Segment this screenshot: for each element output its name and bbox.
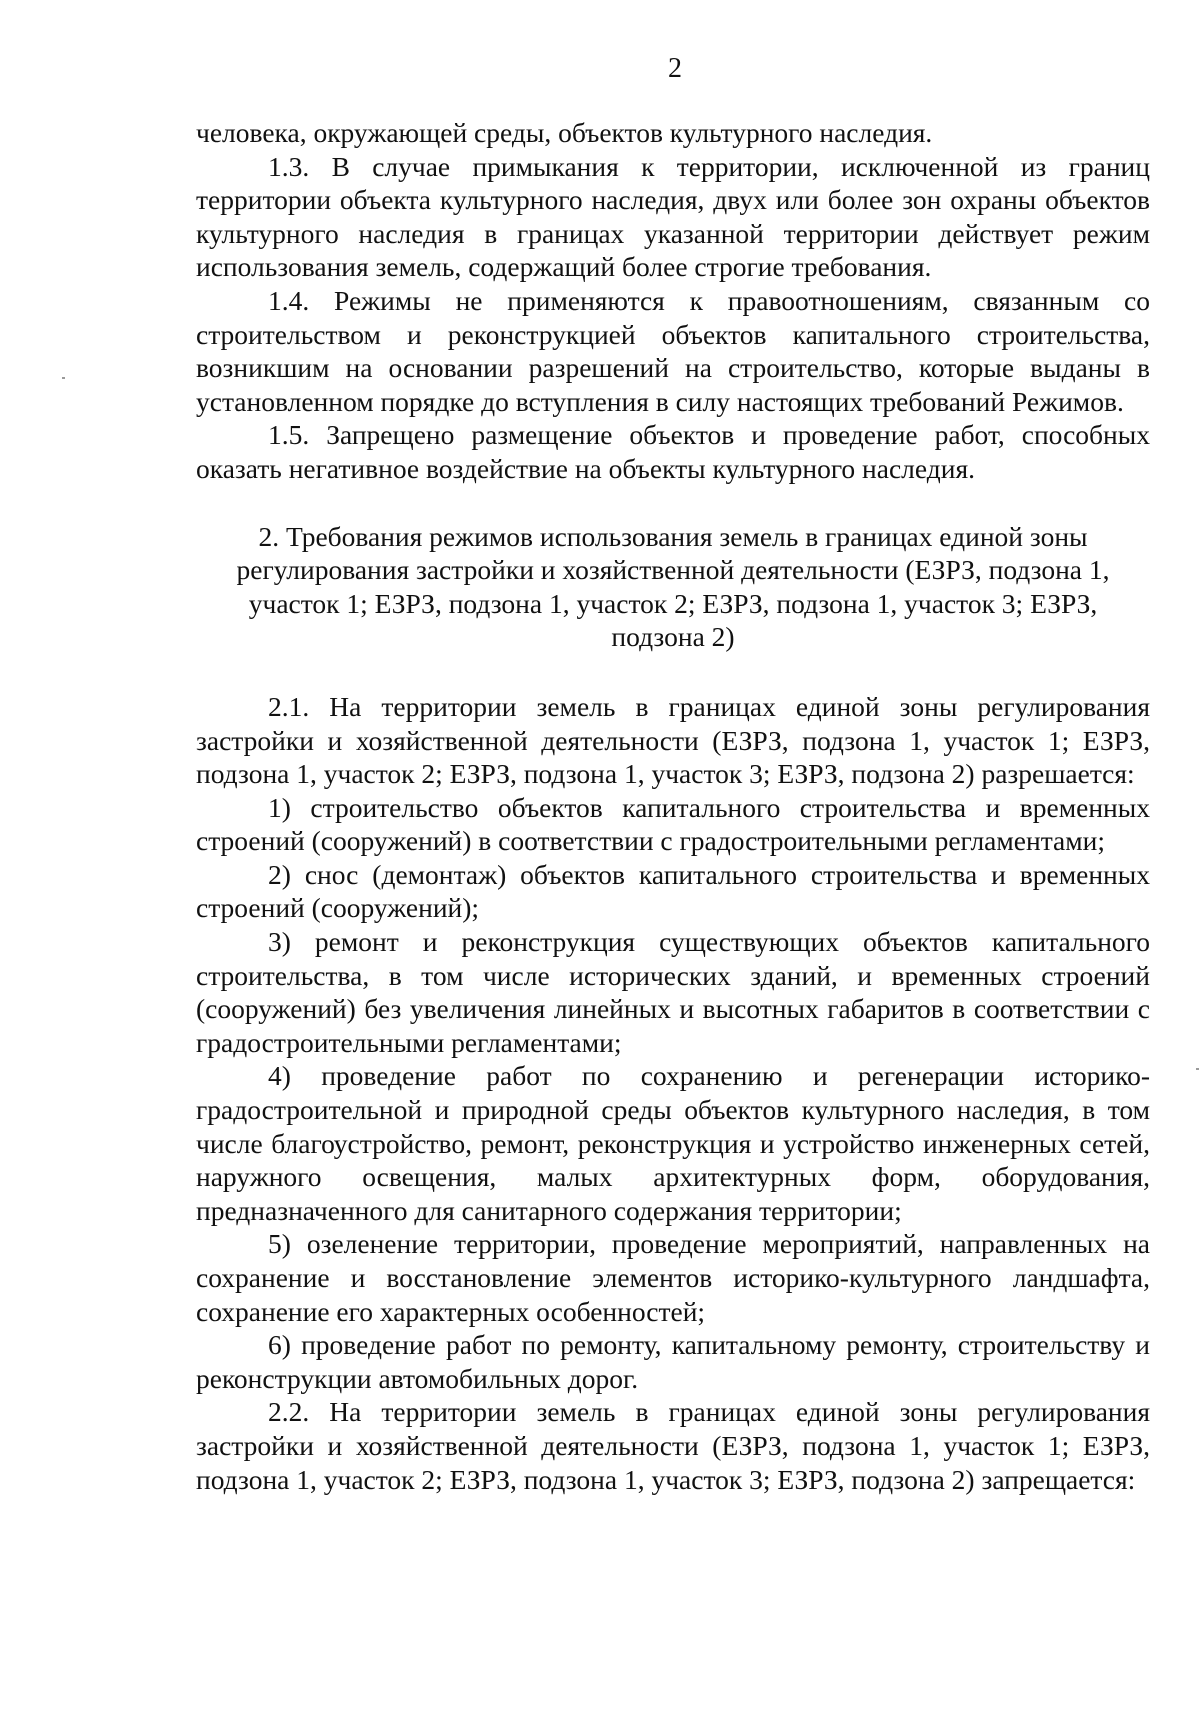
list-item: 3) ремонт и реконструкция существующих объектов капитального строительства, в том числе исторических зданий, и временных строений (сооружений) без увеличения линейных и высотных габаритов в соответствии с градостроительными регламентами; <box>196 926 1150 1058</box>
paragraph-continuation: человека, окружающей среды, объектов культурного наследия. <box>196 117 933 148</box>
list-item: 2) снос (демонтаж) объектов капитального строительства и временных строений (сооружений); <box>196 858 1150 924</box>
paragraph-2-1: 2.1. На территории земель в границах единой зоны регулирования застройки и хозяйственной деятельности (ЕЗРЗ, подзона 1, участок 1; ЕЗРЗ, подзона 1, участок 2; ЕЗРЗ, подзона 1, участок 3; ЕЗРЗ, подзона 2) разрешается: <box>196 690 1150 790</box>
section-2-heading: 2. Требования режимов использования земель в границах единой зоны регулирования застройки и хозяйственной деятельности (ЕЗРЗ, подзона 1, участок 1; ЕЗРЗ, подзона 1, участок 2; ЕЗРЗ, подзона 1, участок 3; ЕЗРЗ, подзона 2) <box>236 520 1110 653</box>
list-item: 1) строительство объектов капитального строительства и временных строений (сооружений) в соответствии с градостроительными регламентами; <box>196 791 1150 857</box>
paragraph-1-4: 1.4. Режимы не применяются к правоотношениям, связанным со строительством и реконструкцией объектов капитального строительства, возникшим на основании разрешений на строительство, которые выданы в установленном порядке до вступления в силу настоящих требований Режимов. <box>196 284 1150 417</box>
paragraph-1-5: 1.5. Запрещено размещение объектов и проведение работ, способных оказать негативное воздействие на объекты культурного наследия. <box>196 419 1150 484</box>
scan-speck <box>1196 1068 1199 1070</box>
list-item: 5) озеленение территории, проведение мероприятий, направленных на сохранение и восстановление элементов историко-культурного ландшафта, сохранение его характерных особенностей; <box>196 1228 1150 1327</box>
spacer <box>196 654 1150 690</box>
scan-speck <box>62 377 65 379</box>
document-body <box>196 116 1150 1496</box>
page-number: 2 <box>668 53 682 84</box>
paragraph-2-2: 2.2. На территории земель в границах единой зоны регулирования застройки и хозяйственной деятельности (ЕЗРЗ, подзона 1, участок 1; ЕЗРЗ, подзона 1, участок 2; ЕЗРЗ, подзона 1, участок 3; ЕЗРЗ, подзона 2) запрещается: <box>196 1396 1150 1495</box>
spacer <box>196 486 1150 520</box>
list-item: 4) проведение работ по сохранению и регенерации историко-градостроительной и природной среды объектов культурного наследия, в том числе благоустройство, ремонт, реконструкция и устройство инженерных сетей, наружного освещения, малых архитектурных форм, оборудования, предназначенного для санитарного содержания территории; <box>196 1060 1150 1226</box>
paragraph-1-3: 1.3. В случае примыкания к территории, исключенной из границ территории объекта культурного наследия, двух или более зон охраны объектов культурного наследия в границах указанной территории действует режим использования земель, содержащий более строгие требования. <box>196 150 1150 283</box>
list-item: 6) проведение работ по ремонту, капитальному ремонту, строительству и реконструкции автомобильных дорог. <box>196 1329 1150 1394</box>
